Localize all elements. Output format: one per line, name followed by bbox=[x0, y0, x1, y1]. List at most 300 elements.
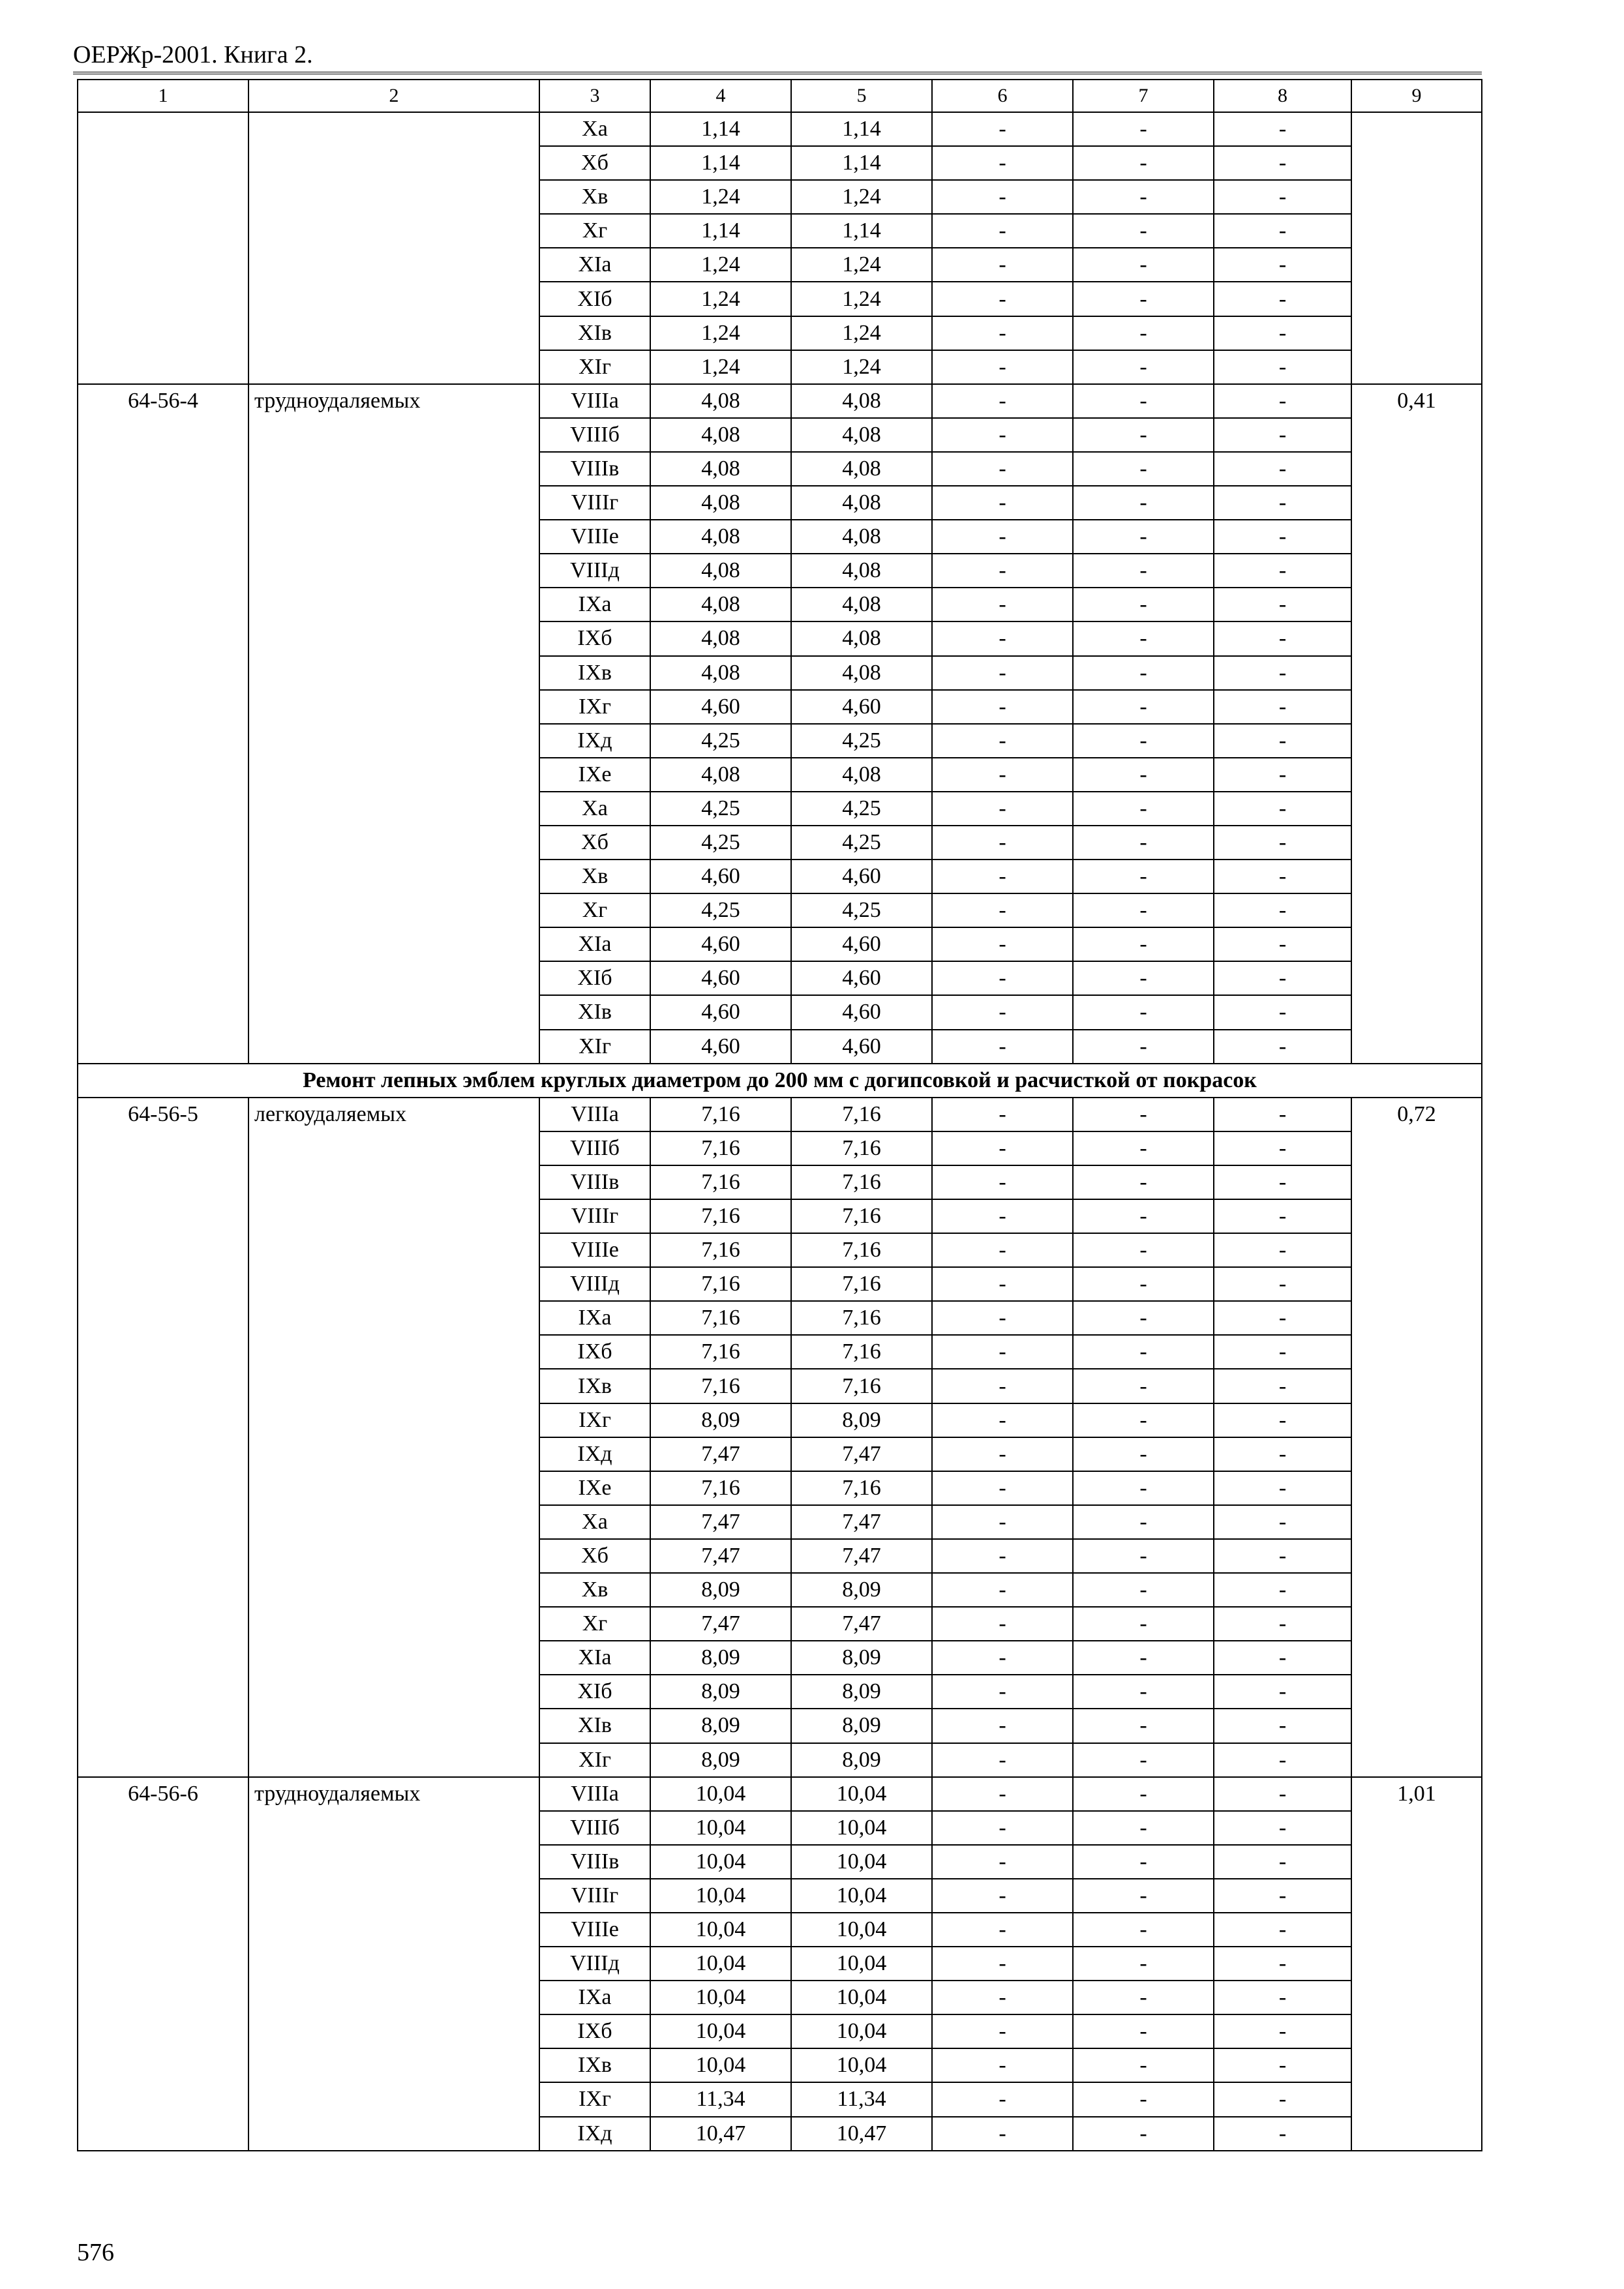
value-col8: - bbox=[1214, 860, 1351, 893]
value-col7: - bbox=[1073, 1165, 1214, 1199]
value-col8: - bbox=[1214, 2048, 1351, 2082]
value-col5: 10,04 bbox=[791, 1845, 932, 1879]
zone-cell: XIг bbox=[539, 350, 650, 384]
value-col4: 4,08 bbox=[650, 520, 791, 554]
value-col8: - bbox=[1214, 282, 1351, 316]
value-col7: - bbox=[1073, 1845, 1214, 1879]
norm-name: трудноудаляемых bbox=[248, 1777, 539, 2151]
value-col7: - bbox=[1073, 350, 1214, 384]
value-col6: - bbox=[932, 893, 1073, 927]
zone-cell: VIIIг bbox=[539, 1879, 650, 1913]
value-col5: 7,16 bbox=[791, 1335, 932, 1369]
value-col6: - bbox=[932, 927, 1073, 961]
zone-cell: XIг bbox=[539, 1743, 650, 1777]
table-body bbox=[78, 112, 1482, 2151]
value-col7: - bbox=[1073, 248, 1214, 282]
value-col8: - bbox=[1214, 690, 1351, 724]
value-col6: - bbox=[932, 418, 1073, 452]
value-col4: 7,47 bbox=[650, 1437, 791, 1471]
zone-cell: VIIIд bbox=[539, 1267, 650, 1301]
value-col6: - bbox=[932, 621, 1073, 655]
value-col6: - bbox=[932, 1301, 1073, 1335]
value-col6: - bbox=[932, 214, 1073, 248]
value-col8: - bbox=[1214, 2014, 1351, 2048]
value-col6: - bbox=[932, 554, 1073, 588]
value-col8: - bbox=[1214, 1879, 1351, 1913]
value-col4: 1,24 bbox=[650, 350, 791, 384]
value-col5: 7,47 bbox=[791, 1607, 932, 1641]
value-col8: - bbox=[1214, 893, 1351, 927]
column-number: 9 bbox=[1351, 80, 1482, 112]
value-col8: - bbox=[1214, 1301, 1351, 1335]
column-number: 4 bbox=[650, 80, 791, 112]
value-col5: 10,47 bbox=[791, 2117, 932, 2151]
value-col6: - bbox=[932, 180, 1073, 214]
section-row bbox=[78, 1064, 1482, 1098]
value-col4: 10,04 bbox=[650, 1947, 791, 1981]
norm-code: 64-56-4 bbox=[78, 384, 248, 1064]
value-col6: - bbox=[932, 656, 1073, 690]
value-col5: 4,60 bbox=[791, 927, 932, 961]
value-col7: - bbox=[1073, 1947, 1214, 1981]
norm-code bbox=[78, 112, 248, 384]
zone-cell: VIIIa bbox=[539, 1777, 650, 1811]
value-col5: 4,25 bbox=[791, 724, 932, 758]
value-col8: - bbox=[1214, 146, 1351, 180]
value-col6: - bbox=[932, 350, 1073, 384]
value-col8: - bbox=[1214, 792, 1351, 826]
value-col8: - bbox=[1214, 961, 1351, 995]
value-col6: - bbox=[932, 2117, 1073, 2151]
value-col8: - bbox=[1214, 1505, 1351, 1539]
value-col7: - bbox=[1073, 1743, 1214, 1777]
value-col7: - bbox=[1073, 1267, 1214, 1301]
value-col6: - bbox=[932, 1811, 1073, 1845]
value-col4: 8,09 bbox=[650, 1743, 791, 1777]
value-col6: - bbox=[932, 1369, 1073, 1403]
value-col6: - bbox=[932, 2082, 1073, 2116]
value-col4: 7,16 bbox=[650, 1369, 791, 1403]
column-number: 6 bbox=[932, 80, 1073, 112]
value-col5: 1,24 bbox=[791, 350, 932, 384]
value-col5: 1,14 bbox=[791, 214, 932, 248]
zone-cell: Xв bbox=[539, 860, 650, 893]
value-col5: 7,47 bbox=[791, 1539, 932, 1573]
value-col9: 0,72 bbox=[1351, 1098, 1482, 1777]
zone-cell: XIг bbox=[539, 1030, 650, 1064]
value-col5: 4,08 bbox=[791, 384, 932, 418]
value-col8: - bbox=[1214, 1471, 1351, 1505]
value-col8: - bbox=[1214, 724, 1351, 758]
value-col7: - bbox=[1073, 112, 1214, 146]
value-col4: 4,25 bbox=[650, 724, 791, 758]
value-col8: - bbox=[1214, 995, 1351, 1029]
value-col5: 7,47 bbox=[791, 1505, 932, 1539]
zone-cell: VIIIд bbox=[539, 1947, 650, 1981]
value-col9 bbox=[1351, 112, 1482, 384]
value-col8: - bbox=[1214, 1573, 1351, 1607]
value-col8: - bbox=[1214, 656, 1351, 690]
zone-cell: IXб bbox=[539, 621, 650, 655]
value-col8: - bbox=[1214, 2082, 1351, 2116]
zone-cell: IXд bbox=[539, 1437, 650, 1471]
value-col7: - bbox=[1073, 1335, 1214, 1369]
value-col6: - bbox=[932, 1098, 1073, 1131]
value-col9: 1,01 bbox=[1351, 1777, 1482, 2151]
value-col6: - bbox=[932, 1165, 1073, 1199]
value-col7: - bbox=[1073, 1505, 1214, 1539]
value-col5: 7,16 bbox=[791, 1199, 932, 1233]
zone-cell: Xa bbox=[539, 792, 650, 826]
value-col6: - bbox=[932, 995, 1073, 1029]
value-col7: - bbox=[1073, 1607, 1214, 1641]
value-col7: - bbox=[1073, 520, 1214, 554]
value-col4: 4,25 bbox=[650, 792, 791, 826]
zone-cell: IXв bbox=[539, 1369, 650, 1403]
zone-cell: IXг bbox=[539, 2082, 650, 2116]
value-col7: - bbox=[1073, 1981, 1214, 2014]
value-col8: - bbox=[1214, 1913, 1351, 1947]
zone-cell: VIIIв bbox=[539, 452, 650, 486]
value-col7: - bbox=[1073, 316, 1214, 350]
value-col7: - bbox=[1073, 1301, 1214, 1335]
value-col5: 4,08 bbox=[791, 758, 932, 792]
value-col8: - bbox=[1214, 1811, 1351, 1845]
value-col7: - bbox=[1073, 826, 1214, 860]
zone-cell: XIв bbox=[539, 1709, 650, 1743]
value-col8: - bbox=[1214, 1030, 1351, 1064]
value-col5: 1,24 bbox=[791, 282, 932, 316]
value-col8: - bbox=[1214, 214, 1351, 248]
value-col6: - bbox=[932, 1539, 1073, 1573]
value-col8: - bbox=[1214, 384, 1351, 418]
value-col8: - bbox=[1214, 112, 1351, 146]
value-col6: - bbox=[932, 792, 1073, 826]
zone-cell: IXд bbox=[539, 724, 650, 758]
value-col4: 4,08 bbox=[650, 758, 791, 792]
zone-cell: VIIIб bbox=[539, 1811, 650, 1845]
value-col4: 10,04 bbox=[650, 1811, 791, 1845]
zone-cell: VIIIб bbox=[539, 418, 650, 452]
value-col5: 11,34 bbox=[791, 2082, 932, 2116]
value-col6: - bbox=[932, 826, 1073, 860]
value-col8: - bbox=[1214, 1165, 1351, 1199]
zone-cell: Xг bbox=[539, 1607, 650, 1641]
value-col8: - bbox=[1214, 826, 1351, 860]
value-col8: - bbox=[1214, 1981, 1351, 2014]
value-col7: - bbox=[1073, 214, 1214, 248]
value-col7: - bbox=[1073, 927, 1214, 961]
value-col7: - bbox=[1073, 758, 1214, 792]
value-col8: - bbox=[1214, 1267, 1351, 1301]
value-col5: 8,09 bbox=[791, 1743, 932, 1777]
value-col6: - bbox=[932, 1743, 1073, 1777]
value-col6: - bbox=[932, 316, 1073, 350]
value-col7: - bbox=[1073, 1539, 1214, 1573]
value-col4: 7,47 bbox=[650, 1607, 791, 1641]
value-col6: - bbox=[932, 1981, 1073, 2014]
table-row bbox=[78, 1777, 1482, 1811]
column-number: 1 bbox=[78, 80, 248, 112]
value-col6: - bbox=[932, 1913, 1073, 1947]
value-col7: - bbox=[1073, 1777, 1214, 1811]
value-col4: 10,04 bbox=[650, 2048, 791, 2082]
zone-cell: IXe bbox=[539, 1471, 650, 1505]
value-col5: 4,60 bbox=[791, 995, 932, 1029]
zone-cell: IXe bbox=[539, 758, 650, 792]
value-col7: - bbox=[1073, 486, 1214, 520]
zone-cell: VIIIб bbox=[539, 1131, 650, 1165]
value-col4: 10,04 bbox=[650, 1879, 791, 1913]
value-col4: 4,60 bbox=[650, 860, 791, 893]
value-col4: 10,04 bbox=[650, 1913, 791, 1947]
value-col7: - bbox=[1073, 1709, 1214, 1743]
zone-cell: XIв bbox=[539, 316, 650, 350]
value-col7: - bbox=[1073, 1131, 1214, 1165]
value-col8: - bbox=[1214, 350, 1351, 384]
document-title: ОЕРЖр-2001. Книга 2. bbox=[73, 41, 313, 68]
norms-table bbox=[77, 79, 1482, 2151]
value-col7: - bbox=[1073, 1879, 1214, 1913]
value-col7: - bbox=[1073, 1403, 1214, 1437]
zone-cell: XIб bbox=[539, 1675, 650, 1709]
value-col8: - bbox=[1214, 1098, 1351, 1131]
value-col7: - bbox=[1073, 1471, 1214, 1505]
value-col5: 7,16 bbox=[791, 1301, 932, 1335]
value-col4: 10,04 bbox=[650, 2014, 791, 2048]
value-col4: 1,14 bbox=[650, 214, 791, 248]
value-col6: - bbox=[932, 860, 1073, 893]
value-col6: - bbox=[932, 452, 1073, 486]
value-col8: - bbox=[1214, 1233, 1351, 1267]
value-col8: - bbox=[1214, 1743, 1351, 1777]
value-col9: 0,41 bbox=[1351, 384, 1482, 1064]
value-col7: - bbox=[1073, 893, 1214, 927]
value-col5: 4,08 bbox=[791, 452, 932, 486]
value-col6: - bbox=[932, 2048, 1073, 2082]
zone-cell: IXб bbox=[539, 1335, 650, 1369]
value-col8: - bbox=[1214, 452, 1351, 486]
value-col4: 7,16 bbox=[650, 1131, 791, 1165]
norm-code: 64-56-5 bbox=[78, 1098, 248, 1777]
table-row bbox=[78, 112, 1482, 146]
zone-cell: XIб bbox=[539, 282, 650, 316]
value-col4: 7,47 bbox=[650, 1505, 791, 1539]
value-col6: - bbox=[932, 1641, 1073, 1675]
value-col4: 4,60 bbox=[650, 690, 791, 724]
value-col7: - bbox=[1073, 1098, 1214, 1131]
value-col4: 1,24 bbox=[650, 282, 791, 316]
value-col4: 4,08 bbox=[650, 486, 791, 520]
value-col6: - bbox=[932, 588, 1073, 621]
value-col4: 4,08 bbox=[650, 418, 791, 452]
zone-cell: IXв bbox=[539, 2048, 650, 2082]
value-col5: 7,16 bbox=[791, 1233, 932, 1267]
value-col5: 4,08 bbox=[791, 486, 932, 520]
value-col5: 4,25 bbox=[791, 826, 932, 860]
value-col4: 7,16 bbox=[650, 1471, 791, 1505]
value-col6: - bbox=[932, 486, 1073, 520]
value-col4: 4,25 bbox=[650, 826, 791, 860]
norm-name: трудноудаляемых bbox=[248, 384, 539, 1064]
value-col4: 7,16 bbox=[650, 1233, 791, 1267]
page-number: 576 bbox=[77, 2239, 114, 2266]
value-col7: - bbox=[1073, 1199, 1214, 1233]
zone-cell: VIIIг bbox=[539, 486, 650, 520]
value-col7: - bbox=[1073, 2082, 1214, 2116]
value-col8: - bbox=[1214, 1403, 1351, 1437]
value-col7: - bbox=[1073, 1233, 1214, 1267]
value-col4: 7,16 bbox=[650, 1335, 791, 1369]
column-number: 5 bbox=[791, 80, 932, 112]
value-col5: 1,14 bbox=[791, 146, 932, 180]
value-col5: 8,09 bbox=[791, 1675, 932, 1709]
zone-cell: IXб bbox=[539, 2014, 650, 2048]
value-col7: - bbox=[1073, 1030, 1214, 1064]
value-col8: - bbox=[1214, 1675, 1351, 1709]
zone-cell: IXг bbox=[539, 1403, 650, 1437]
value-col5: 8,09 bbox=[791, 1641, 932, 1675]
zone-cell: IXв bbox=[539, 656, 650, 690]
value-col8: - bbox=[1214, 1131, 1351, 1165]
value-col7: - bbox=[1073, 2048, 1214, 2082]
value-col5: 1,24 bbox=[791, 316, 932, 350]
value-col8: - bbox=[1214, 588, 1351, 621]
value-col7: - bbox=[1073, 995, 1214, 1029]
value-col6: - bbox=[932, 1607, 1073, 1641]
value-col5: 1,14 bbox=[791, 112, 932, 146]
value-col6: - bbox=[932, 1267, 1073, 1301]
value-col6: - bbox=[932, 1947, 1073, 1981]
value-col7: - bbox=[1073, 1913, 1214, 1947]
value-col8: - bbox=[1214, 2117, 1351, 2151]
value-col7: - bbox=[1073, 621, 1214, 655]
zone-cell: Xг bbox=[539, 893, 650, 927]
value-col4: 4,08 bbox=[650, 621, 791, 655]
value-col5: 4,60 bbox=[791, 860, 932, 893]
value-col4: 4,08 bbox=[650, 554, 791, 588]
value-col4: 1,24 bbox=[650, 180, 791, 214]
column-number: 8 bbox=[1214, 80, 1351, 112]
value-col7: - bbox=[1073, 1675, 1214, 1709]
value-col5: 10,04 bbox=[791, 1981, 932, 2014]
value-col4: 1,14 bbox=[650, 112, 791, 146]
value-col4: 1,24 bbox=[650, 316, 791, 350]
zone-cell: VIIIв bbox=[539, 1845, 650, 1879]
value-col4: 8,09 bbox=[650, 1573, 791, 1607]
value-col4: 4,60 bbox=[650, 961, 791, 995]
value-col8: - bbox=[1214, 486, 1351, 520]
value-col5: 10,04 bbox=[791, 1947, 932, 1981]
zone-cell: IXд bbox=[539, 2117, 650, 2151]
value-col8: - bbox=[1214, 418, 1351, 452]
value-col6: - bbox=[932, 248, 1073, 282]
value-col7: - bbox=[1073, 961, 1214, 995]
value-col5: 4,08 bbox=[791, 656, 932, 690]
value-col5: 8,09 bbox=[791, 1573, 932, 1607]
value-col5: 4,60 bbox=[791, 1030, 932, 1064]
value-col7: - bbox=[1073, 1573, 1214, 1607]
value-col6: - bbox=[932, 520, 1073, 554]
value-col5: 10,04 bbox=[791, 2014, 932, 2048]
value-col4: 10,04 bbox=[650, 1777, 791, 1811]
value-col8: - bbox=[1214, 1641, 1351, 1675]
value-col4: 7,16 bbox=[650, 1199, 791, 1233]
value-col4: 4,60 bbox=[650, 1030, 791, 1064]
value-col4: 4,60 bbox=[650, 927, 791, 961]
value-col6: - bbox=[932, 1233, 1073, 1267]
zone-cell: Xa bbox=[539, 1505, 650, 1539]
value-col5: 4,08 bbox=[791, 418, 932, 452]
value-col8: - bbox=[1214, 180, 1351, 214]
value-col8: - bbox=[1214, 554, 1351, 588]
value-col4: 8,09 bbox=[650, 1675, 791, 1709]
zone-cell: XIa bbox=[539, 1641, 650, 1675]
value-col4: 10,47 bbox=[650, 2117, 791, 2151]
value-col7: - bbox=[1073, 452, 1214, 486]
zone-cell: VIIIд bbox=[539, 554, 650, 588]
value-col7: - bbox=[1073, 860, 1214, 893]
zone-cell: XIв bbox=[539, 995, 650, 1029]
value-col7: - bbox=[1073, 1811, 1214, 1845]
value-col8: - bbox=[1214, 1335, 1351, 1369]
value-col6: - bbox=[932, 961, 1073, 995]
value-col6: - bbox=[932, 282, 1073, 316]
value-col5: 7,47 bbox=[791, 1437, 932, 1471]
value-col7: - bbox=[1073, 2117, 1214, 2151]
value-col6: - bbox=[932, 1777, 1073, 1811]
value-col5: 4,60 bbox=[791, 690, 932, 724]
column-number: 7 bbox=[1073, 80, 1214, 112]
value-col6: - bbox=[932, 1030, 1073, 1064]
value-col4: 7,16 bbox=[650, 1165, 791, 1199]
value-col6: - bbox=[932, 724, 1073, 758]
zone-cell: Xa bbox=[539, 112, 650, 146]
value-col5: 10,04 bbox=[791, 1777, 932, 1811]
column-number: 2 bbox=[248, 80, 539, 112]
zone-cell: VIIIa bbox=[539, 1098, 650, 1131]
zone-cell: Xб bbox=[539, 826, 650, 860]
value-col8: - bbox=[1214, 1199, 1351, 1233]
value-col7: - bbox=[1073, 146, 1214, 180]
value-col7: - bbox=[1073, 180, 1214, 214]
zone-cell: IXa bbox=[539, 1301, 650, 1335]
zone-cell: XIa bbox=[539, 927, 650, 961]
value-col4: 4,25 bbox=[650, 893, 791, 927]
value-col6: - bbox=[932, 1437, 1073, 1471]
value-col4: 4,60 bbox=[650, 995, 791, 1029]
norm-name bbox=[248, 112, 539, 384]
value-col4: 7,16 bbox=[650, 1301, 791, 1335]
value-col6: - bbox=[932, 112, 1073, 146]
value-col4: 8,09 bbox=[650, 1641, 791, 1675]
value-col4: 10,04 bbox=[650, 1845, 791, 1879]
value-col7: - bbox=[1073, 1369, 1214, 1403]
value-col5: 4,08 bbox=[791, 621, 932, 655]
value-col5: 4,08 bbox=[791, 588, 932, 621]
zone-cell: Xб bbox=[539, 146, 650, 180]
value-col5: 4,60 bbox=[791, 961, 932, 995]
value-col4: 10,04 bbox=[650, 1981, 791, 2014]
value-col4: 1,24 bbox=[650, 248, 791, 282]
value-col6: - bbox=[932, 1505, 1073, 1539]
value-col6: - bbox=[932, 1709, 1073, 1743]
value-col8: - bbox=[1214, 520, 1351, 554]
value-col4: 1,14 bbox=[650, 146, 791, 180]
value-col6: - bbox=[932, 1573, 1073, 1607]
value-col5: 7,16 bbox=[791, 1471, 932, 1505]
table-row bbox=[78, 1098, 1482, 1131]
